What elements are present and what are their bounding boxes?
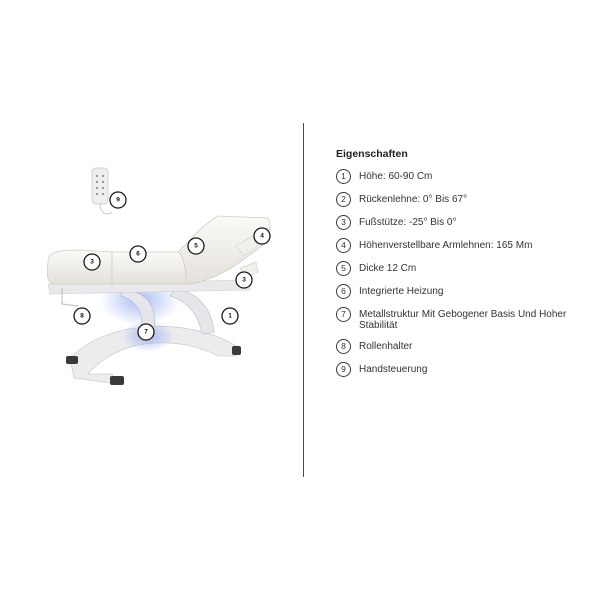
features-heading: Eigenschaften	[336, 148, 408, 160]
feature-item	[336, 238, 586, 253]
feature-number-badge: 7	[336, 307, 351, 322]
feature-item	[336, 261, 586, 276]
hand-controller	[92, 168, 112, 214]
feature-number-badge: 9	[336, 362, 351, 377]
feature-number-badge: 1	[336, 169, 351, 184]
svg-text:4: 4	[260, 232, 264, 240]
svg-text:3: 3	[242, 276, 246, 284]
upholstery	[47, 216, 270, 284]
feature-number-badge: 2	[336, 192, 351, 207]
svg-text:5: 5	[194, 242, 198, 250]
marker-8	[74, 308, 90, 324]
feature-label: Integrierte Heizung	[359, 286, 444, 297]
marker-7	[138, 324, 154, 340]
svg-text:9: 9	[116, 196, 120, 204]
feature-label: Rückenlehne: 0° Bis 67°	[359, 194, 468, 205]
features-panel	[336, 148, 586, 385]
feature-item	[336, 339, 586, 354]
feature-label: Höhe: 60-90 Cm	[359, 171, 433, 182]
marker-3-right	[236, 272, 252, 288]
svg-text:8: 8	[80, 312, 84, 320]
svg-text:3: 3	[90, 258, 94, 266]
feature-label: Handsteuerung	[359, 364, 428, 375]
marker-3-left	[84, 254, 100, 270]
feature-item	[336, 215, 586, 230]
feature-item	[336, 362, 586, 377]
feature-item	[336, 284, 586, 299]
feature-label: Rollenhalter	[359, 341, 413, 352]
feature-number-badge: 8	[336, 339, 351, 354]
feature-number-badge: 5	[336, 261, 351, 276]
feature-label: Fußstütze: -25° Bis 0°	[359, 217, 457, 228]
svg-text:1: 1	[228, 312, 232, 320]
marker-1	[222, 308, 238, 324]
marker-6	[130, 246, 146, 262]
feature-label: Metallstruktur Mit Gebogener Basis Und Hoher Stabilität	[359, 309, 567, 331]
marker-5	[188, 238, 204, 254]
feature-number-badge: 4	[336, 238, 351, 253]
svg-text:6: 6	[136, 250, 140, 258]
feature-item	[336, 192, 586, 207]
feature-number-badge: 3	[336, 215, 351, 230]
feature-number-badge: 6	[336, 284, 351, 299]
feature-item	[336, 169, 586, 184]
marker-4	[254, 228, 270, 244]
feature-label: Höhenverstellbare Armlehnen: 165 Mm	[359, 240, 533, 251]
feature-label: Dicke 12 Cm	[359, 263, 417, 274]
marker-9	[110, 192, 126, 208]
vertical-divider	[303, 123, 304, 477]
feature-item	[336, 307, 586, 331]
svg-text:7: 7	[144, 328, 148, 336]
